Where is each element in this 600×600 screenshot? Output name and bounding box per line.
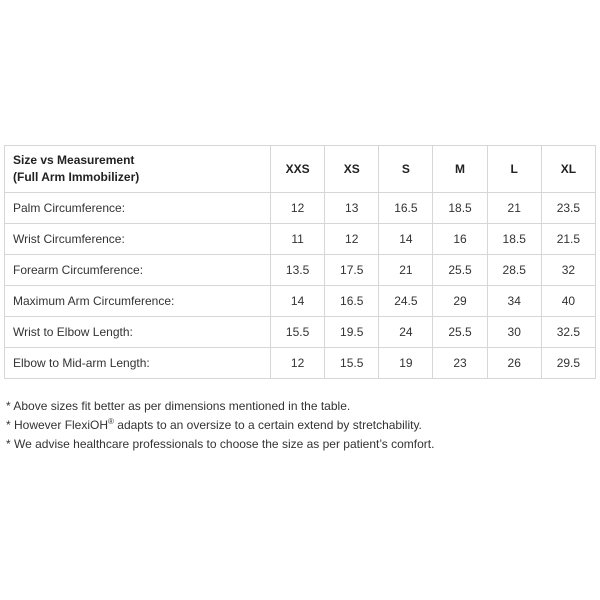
table-row xyxy=(5,193,596,224)
header-label-line2: (Full Arm Immobilizer) xyxy=(13,170,140,184)
table-cell: 13.5 xyxy=(271,255,325,286)
table-cell: 21 xyxy=(379,255,433,286)
table-cell: 32.5 xyxy=(541,317,595,348)
row-label: Forearm Circumference: xyxy=(5,255,271,286)
header-label-line1: Size vs Measurement xyxy=(13,153,135,167)
footnotes xyxy=(6,397,594,454)
table-cell: 13 xyxy=(325,193,379,224)
table-cell: 24.5 xyxy=(379,286,433,317)
size-header-l: L xyxy=(487,146,541,193)
row-label: Palm Circumference: xyxy=(5,193,271,224)
table-cell: 19 xyxy=(379,348,433,379)
table-cell: 18.5 xyxy=(487,224,541,255)
table-cell: 25.5 xyxy=(433,317,487,348)
table-cell: 16.5 xyxy=(379,193,433,224)
size-header-xs: XS xyxy=(325,146,379,193)
footnote-fit: * Above sizes fit better as per dimensions mentioned in the table. xyxy=(6,399,351,413)
table-cell: 12 xyxy=(271,348,325,379)
table-row xyxy=(5,317,596,348)
table-cell: 12 xyxy=(325,224,379,255)
size-header-s: S xyxy=(379,146,433,193)
size-header-m: M xyxy=(433,146,487,193)
table-cell: 17.5 xyxy=(325,255,379,286)
table-cell: 14 xyxy=(271,286,325,317)
header-label-cell xyxy=(5,146,271,193)
table-cell: 15.5 xyxy=(271,317,325,348)
table-cell: 29.5 xyxy=(541,348,595,379)
row-label: Maximum Arm Circumference: xyxy=(5,286,271,317)
table-cell: 21 xyxy=(487,193,541,224)
table-row xyxy=(5,348,596,379)
table-cell: 32 xyxy=(541,255,595,286)
size-header-xl: XL xyxy=(541,146,595,193)
table-cell: 14 xyxy=(379,224,433,255)
table-cell: 23.5 xyxy=(541,193,595,224)
registered-mark: ® xyxy=(108,417,114,426)
table-cell: 16.5 xyxy=(325,286,379,317)
row-label: Wrist to Elbow Length: xyxy=(5,317,271,348)
table-cell: 34 xyxy=(487,286,541,317)
table-cell: 26 xyxy=(487,348,541,379)
table-cell: 16 xyxy=(433,224,487,255)
table-cell: 18.5 xyxy=(433,193,487,224)
table-cell: 12 xyxy=(271,193,325,224)
table-cell: 30 xyxy=(487,317,541,348)
table-cell: 11 xyxy=(271,224,325,255)
table-row xyxy=(5,286,596,317)
size-header-xxs: XXS xyxy=(271,146,325,193)
table-cell: 29 xyxy=(433,286,487,317)
table-cell: 15.5 xyxy=(325,348,379,379)
table-row xyxy=(5,255,596,286)
footnote-advice: * We advise healthcare professionals to choose the size as per patient’s comfort. xyxy=(6,437,435,451)
table-cell: 24 xyxy=(379,317,433,348)
table-cell: 23 xyxy=(433,348,487,379)
footnote-stretch xyxy=(6,416,594,435)
footnote-stretch-after: adapts to an oversize to a certain extend by stretchability. xyxy=(113,418,422,432)
row-label: Wrist Circumference: xyxy=(5,224,271,255)
table-header-row xyxy=(5,146,596,193)
table-row xyxy=(5,224,596,255)
table-cell: 21.5 xyxy=(541,224,595,255)
table-cell: 19.5 xyxy=(325,317,379,348)
size-chart-table xyxy=(4,145,596,379)
footnote-stretch-before: * However FlexiOH xyxy=(6,418,109,432)
row-label: Elbow to Mid-arm Length: xyxy=(5,348,271,379)
table-cell: 40 xyxy=(541,286,595,317)
table-cell: 25.5 xyxy=(433,255,487,286)
table-cell: 28.5 xyxy=(487,255,541,286)
